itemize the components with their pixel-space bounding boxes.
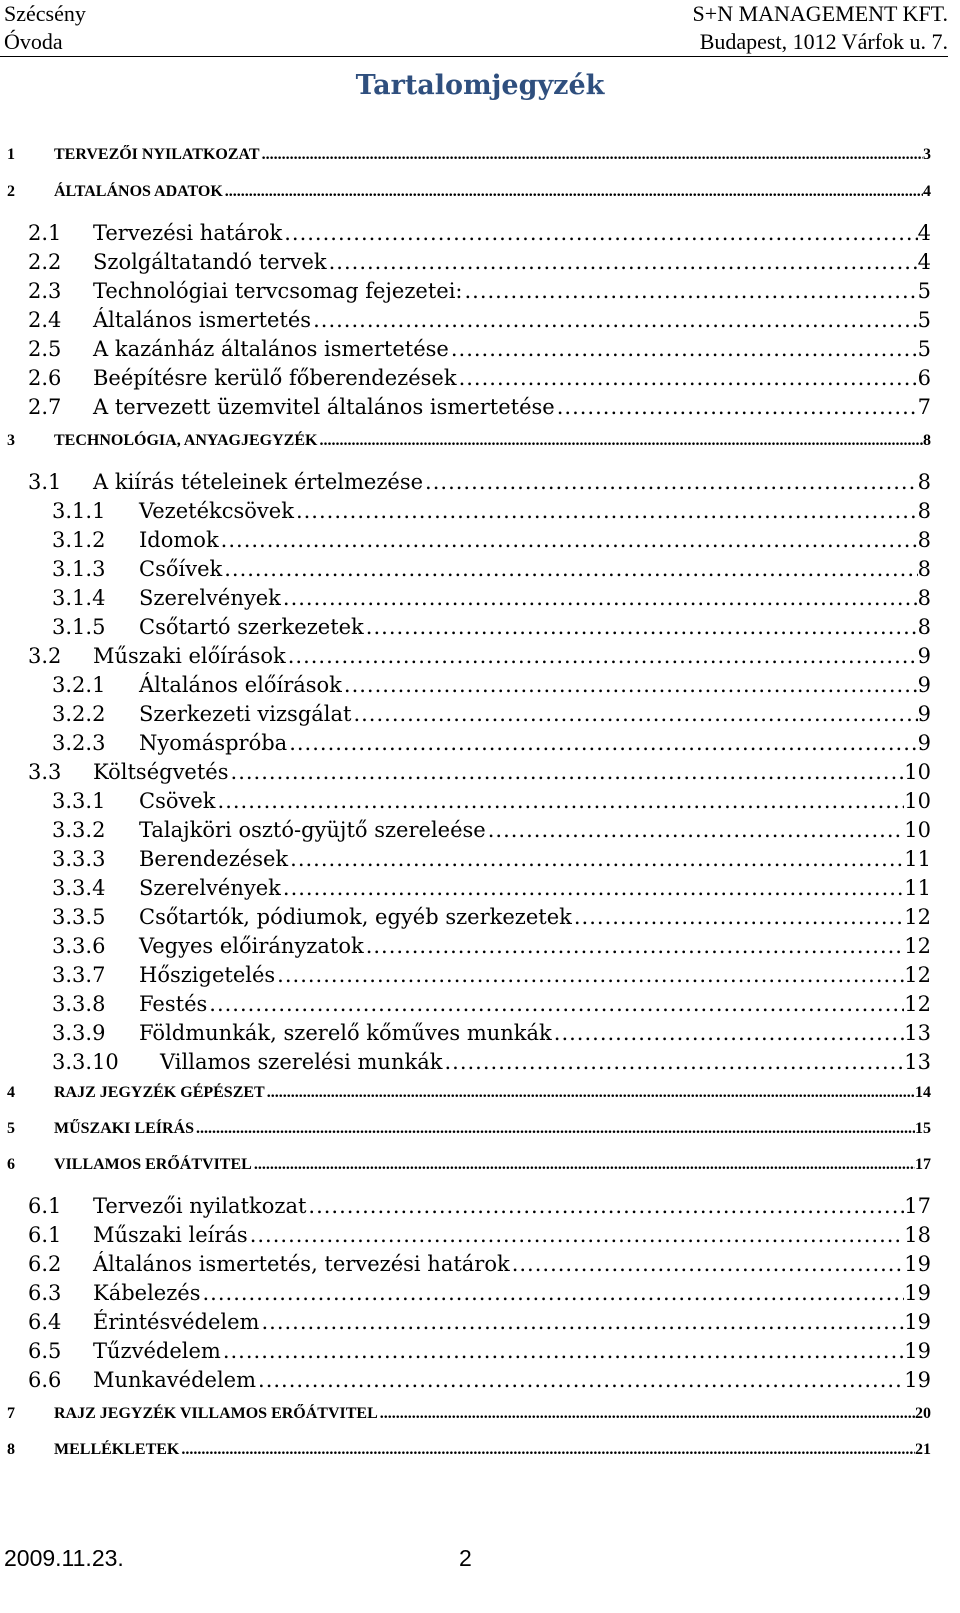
toc-entry-page: 17 [904, 1194, 931, 1218]
toc-dot-leader [265, 1084, 915, 1102]
toc-entry[interactable] [52, 499, 931, 529]
toc-entry-label: TERVEZŐI NYILATKOZAT [54, 146, 260, 163]
toc-entry-label: Tervezési határok [93, 221, 283, 245]
toc-entry[interactable] [52, 702, 931, 732]
toc-entry-number: 1 [7, 146, 15, 163]
toc-entry-number: 2.2 [28, 250, 62, 274]
toc-entry-number: 3.3.5 [52, 905, 106, 929]
toc-entry-number: 8 [7, 1441, 15, 1458]
toc-entry-number: 2.5 [28, 337, 62, 361]
toc-entry-page: 9 [917, 644, 931, 668]
toc-entry-label: A tervezett üzemvitel általános ismertetése [93, 395, 555, 419]
header-right [693, 0, 948, 56]
toc-dot-leader [207, 992, 904, 1016]
toc-entry-page: 10 [904, 818, 931, 842]
toc-entry-label: Hőszigetelés [139, 963, 276, 987]
toc-entry-number: 6.6 [28, 1368, 62, 1392]
toc-entry[interactable] [28, 1223, 931, 1253]
toc-entry-number: 7 [7, 1405, 15, 1422]
toc-entry-label: Vezetékcsövek [139, 499, 294, 523]
toc-entry-label: Technológiai tervcsomag fejezetei: [93, 279, 463, 303]
toc-entry-label: Talajköri osztó-gyüjtő szereleése [139, 818, 486, 842]
toc-dot-leader [281, 586, 918, 610]
toc-entry[interactable] [28, 1310, 931, 1340]
toc-entry-page: 21 [915, 1441, 931, 1458]
toc-entry-page: 19 [904, 1339, 931, 1363]
toc-entry-number: 6.3 [28, 1281, 62, 1305]
toc-entry[interactable] [52, 673, 931, 703]
toc-entry-number: 2.1 [28, 221, 62, 245]
toc-entry-page: 13 [904, 1050, 931, 1074]
toc-entry-page: 10 [904, 760, 931, 784]
toc-entry-page: 8 [917, 470, 931, 494]
toc-entry-number: 2.3 [28, 279, 62, 303]
toc-entry-page: 11 [904, 876, 931, 900]
toc-entry-number: 3.3.4 [52, 876, 106, 900]
toc-entry-label: Földmunkák, szerelő kőműves munkák [139, 1021, 552, 1045]
toc-entry-number: 3.3 [28, 760, 62, 784]
toc-entry-label: Műszaki leírás [93, 1223, 248, 1247]
toc-entry[interactable] [28, 279, 931, 309]
toc-dot-leader [286, 644, 918, 668]
toc-entry-label: Csőívek [139, 557, 223, 581]
toc-entry-number: 5 [7, 1120, 15, 1137]
toc-dot-leader [306, 1194, 904, 1218]
toc-entry[interactable] [28, 1281, 931, 1311]
toc-entry-number: 3.1.5 [52, 615, 106, 639]
toc-entry[interactable] [7, 1156, 931, 1186]
header-address: Budapest, 1012 Várfok u. 7. [699, 29, 948, 54]
toc-entry[interactable] [7, 1405, 931, 1435]
toc-entry-number: 3.3.6 [52, 934, 106, 958]
toc-dot-leader [327, 250, 918, 274]
toc-entry-number: 2 [7, 183, 15, 200]
toc-entry[interactable] [28, 250, 931, 280]
toc-entry-label: Szerkezeti vizsgálat [139, 702, 352, 726]
toc-entry[interactable] [7, 183, 931, 213]
toc-entry-label: Villamos szerelési munkák [160, 1050, 443, 1074]
toc-entry[interactable] [7, 1120, 931, 1150]
toc-entry-page: 12 [904, 992, 931, 1016]
toc-entry-label: Szerelvények [139, 876, 281, 900]
toc-entry-page: 4 [917, 250, 931, 274]
toc-entry-page: 19 [904, 1368, 931, 1392]
toc-dot-leader [260, 146, 923, 164]
toc-entry-page: 8 [917, 586, 931, 610]
toc-dot-leader [457, 366, 918, 390]
toc-entry[interactable] [52, 963, 931, 993]
toc-entry[interactable] [28, 366, 931, 396]
toc-entry-label: Idomok [139, 528, 219, 552]
toc-entry-label: Általános előírások [139, 673, 342, 697]
toc-entry[interactable] [52, 1050, 931, 1080]
toc-entry-page: 19 [904, 1281, 931, 1305]
toc-entry-number: 3.3.8 [52, 992, 106, 1016]
toc-entry-page: 12 [904, 905, 931, 929]
toc-entry-page: 4 [923, 183, 931, 200]
toc-entry[interactable] [28, 470, 931, 500]
toc-dot-leader [287, 731, 917, 755]
toc-dot-leader [486, 818, 905, 842]
header-rule [0, 56, 948, 57]
toc-dot-leader [275, 963, 904, 987]
toc-entry-number: 3.2.1 [52, 673, 106, 697]
toc-entry-label: ÁLTALÁNOS ADATOK [54, 183, 223, 200]
toc-entry-number: 6.2 [28, 1252, 62, 1276]
toc-entry[interactable] [52, 992, 931, 1022]
toc-dot-leader [221, 1339, 904, 1363]
toc-entry[interactable] [7, 432, 931, 462]
toc-dot-leader [342, 673, 918, 697]
toc-dot-leader [378, 1405, 915, 1423]
toc-dot-leader [423, 470, 918, 494]
toc-entry[interactable] [28, 1339, 931, 1369]
toc-title: Tartalomjegyzék [355, 70, 605, 101]
toc-entry-label: Munkavédelem [93, 1368, 257, 1392]
toc-entry[interactable] [52, 818, 931, 848]
toc-dot-leader [572, 905, 904, 929]
toc-entry[interactable] [52, 847, 931, 877]
toc-entry[interactable] [52, 1021, 931, 1051]
toc-entry-page: 14 [915, 1084, 931, 1101]
toc-entry-number: 3.3.3 [52, 847, 106, 871]
toc-entry-number: 3.1.4 [52, 586, 106, 610]
toc-dot-leader [510, 1252, 905, 1276]
toc-entry-page: 5 [917, 308, 931, 332]
toc-dot-leader [201, 1281, 905, 1305]
toc-entry[interactable] [28, 760, 931, 790]
toc-dot-leader [364, 615, 918, 639]
toc-entry-page: 11 [904, 847, 931, 871]
toc-dot-leader [288, 847, 904, 871]
toc-entry-page: 17 [915, 1156, 931, 1173]
toc-entry-page: 13 [904, 1021, 931, 1045]
header-school-name: Szécsény [4, 1, 86, 26]
toc-entry-label: Kábelezés [93, 1281, 201, 1305]
toc-entry-page: 9 [917, 673, 931, 697]
toc-entry-label: Berendezések [139, 847, 289, 871]
toc-entry-label: Csőtartók, pódiumok, egyéb szerkezetek [139, 905, 572, 929]
toc-dot-leader [351, 702, 917, 726]
toc-entry-label: RAJZ JEGYZÉK GÉPÉSZET [54, 1084, 265, 1101]
toc-entry-number: 2.6 [28, 366, 62, 390]
toc-dot-leader [449, 337, 918, 361]
toc-entry-page: 19 [904, 1310, 931, 1334]
toc-entry-number: 2.4 [28, 308, 62, 332]
toc-entry-label: Szolgáltatandó tervek [93, 250, 327, 274]
toc-dot-leader [282, 221, 917, 245]
toc-dot-leader [222, 557, 917, 581]
toc-dot-leader [219, 528, 918, 552]
toc-entry-label: A kazánház általános ismertetése [93, 337, 449, 361]
toc-entry-number: 2.7 [28, 395, 62, 419]
toc-entry-page: 8 [923, 432, 931, 449]
toc-dot-leader [259, 1310, 904, 1334]
header-left [4, 0, 86, 56]
toc-entry-number: 3.3.7 [52, 963, 106, 987]
toc-entry-page: 4 [917, 221, 931, 245]
toc-entry-label: Szerelvények [139, 586, 281, 610]
toc-entry[interactable] [52, 905, 931, 935]
toc-entry[interactable] [52, 731, 931, 761]
toc-entry-label: Költségvetés [93, 760, 229, 784]
toc-entry-page: 8 [917, 499, 931, 523]
toc-entry-page: 12 [904, 963, 931, 987]
toc-entry-number: 6.1 [28, 1194, 62, 1218]
toc-entry[interactable] [52, 557, 931, 587]
toc-dot-leader [442, 1050, 904, 1074]
toc-entry[interactable] [7, 1441, 931, 1471]
toc-entry-label: Nyomáspróba [139, 731, 288, 755]
toc-dot-leader [252, 1156, 915, 1174]
toc-dot-leader [216, 789, 905, 813]
toc-entry-page: 19 [904, 1252, 931, 1276]
toc-entry-number: 3.2.2 [52, 702, 106, 726]
toc-entry-number: 6.1 [28, 1223, 62, 1247]
toc-entry-label: Érintésvédelem [93, 1310, 260, 1334]
toc-entry-number: 4 [7, 1084, 15, 1101]
toc-entry[interactable] [52, 586, 931, 616]
toc-entry[interactable] [28, 1194, 931, 1224]
toc-entry[interactable] [7, 146, 931, 176]
toc-entry-label: Beépítésre kerülő főberendezések [93, 366, 457, 390]
toc-entry-page: 5 [917, 337, 931, 361]
page-header [0, 0, 960, 58]
toc-entry-label: Csövek [139, 789, 216, 813]
toc-entry-number: 3.1 [28, 470, 62, 494]
toc-entry-label: Általános ismertetés, tervezési határok [93, 1252, 510, 1276]
toc-entry-label: MŰSZAKI LEÍRÁS [54, 1120, 195, 1137]
toc-entry[interactable] [28, 1368, 931, 1398]
toc-entry-page: 12 [904, 934, 931, 958]
toc-dot-leader [223, 183, 923, 201]
toc-entry-page: 6 [917, 366, 931, 390]
toc-dot-leader [311, 308, 918, 332]
toc-dot-leader [364, 934, 905, 958]
toc-dot-leader [179, 1441, 915, 1459]
toc-entry[interactable] [52, 615, 931, 645]
toc-entry[interactable] [52, 789, 931, 819]
toc-entry-label: Vegyes előirányzatok [139, 934, 364, 958]
toc-entry-page: 3 [923, 146, 931, 163]
toc-entry-page: 9 [917, 702, 931, 726]
toc-entry-number: 6.4 [28, 1310, 62, 1334]
toc-dot-leader [317, 432, 923, 450]
toc-dot-leader [194, 1120, 915, 1138]
toc-entry-number: 3.2 [28, 644, 62, 668]
page-footer [4, 1540, 474, 1580]
toc-entry-label: MELLÉKLETEK [54, 1441, 180, 1458]
footer-page-number: 2 [459, 1545, 472, 1571]
toc-entry[interactable] [52, 934, 931, 964]
toc-entry-number: 3.2.3 [52, 731, 106, 755]
toc-entry[interactable] [28, 1252, 931, 1282]
toc-entry-page: 18 [904, 1223, 931, 1247]
toc-entry-page: 8 [917, 615, 931, 639]
toc-entry[interactable] [52, 528, 931, 558]
toc-entry[interactable] [28, 221, 931, 251]
toc-dot-leader [229, 760, 905, 784]
toc-entry-page: 7 [917, 395, 931, 419]
toc-entry-label: Műszaki előírások [93, 644, 286, 668]
toc-entry-number: 3.1.1 [52, 499, 106, 523]
toc-entry-number: 6 [7, 1156, 15, 1173]
toc-dot-leader [552, 1021, 905, 1045]
toc-entry[interactable] [28, 308, 931, 338]
toc-entry-number: 6.5 [28, 1339, 62, 1363]
toc-dot-leader [281, 876, 904, 900]
toc-entry-page: 8 [917, 557, 931, 581]
toc-entry[interactable] [52, 876, 931, 906]
toc-entry-label: VILLAMOS ERŐÁTVITEL [54, 1156, 252, 1173]
toc-entry-number: 3.1.3 [52, 557, 106, 581]
toc-entry-page: 10 [904, 789, 931, 813]
header-company: S+N MANAGEMENT KFT. [692, 1, 948, 26]
footer-date: 2009.11.23. [4, 1545, 124, 1571]
toc-entry[interactable] [28, 337, 931, 367]
toc-entry[interactable] [28, 644, 931, 674]
toc-entry-label: RAJZ JEGYZÉK VILLAMOS ERŐÁTVITEL [54, 1405, 378, 1422]
toc-dot-leader [256, 1368, 904, 1392]
toc-entry-page: 8 [917, 528, 931, 552]
toc-entry-number: 3.3.2 [52, 818, 106, 842]
toc-entry-page: 5 [917, 279, 931, 303]
toc-entry[interactable] [28, 395, 931, 425]
toc-dot-leader [248, 1223, 905, 1247]
toc-entry-page: 15 [915, 1120, 931, 1137]
toc-entry-label: Csőtartó szerkezetek [139, 615, 364, 639]
toc-entry-label: Tervezői nyilatkozat [93, 1194, 307, 1218]
toc-dot-leader [462, 279, 917, 303]
toc-entry-number: 3.3.9 [52, 1021, 106, 1045]
toc-dot-leader [555, 395, 918, 419]
toc-entry-page: 20 [915, 1405, 931, 1422]
toc-entry[interactable] [7, 1084, 931, 1114]
toc-entry-label: Általános ismertetés [93, 308, 312, 332]
toc-entry-page: 9 [917, 731, 931, 755]
header-school-type: Óvoda [4, 29, 63, 54]
toc-entry-label: TECHNOLÓGIA, ANYAGJEGYZÉK [54, 432, 318, 449]
toc-dot-leader [294, 499, 918, 523]
toc-entry-label: Festés [139, 992, 208, 1016]
toc-entry-label: Tűzvédelem [93, 1339, 221, 1363]
toc-entry-number: 3.1.2 [52, 528, 106, 552]
toc-entry-number: 3 [7, 432, 15, 449]
toc-entry-number: 3.3.10 [52, 1050, 119, 1074]
toc-entry-number: 3.3.1 [52, 789, 106, 813]
toc-entry-label: A kiírás tételeinek értelmezése [93, 470, 424, 494]
